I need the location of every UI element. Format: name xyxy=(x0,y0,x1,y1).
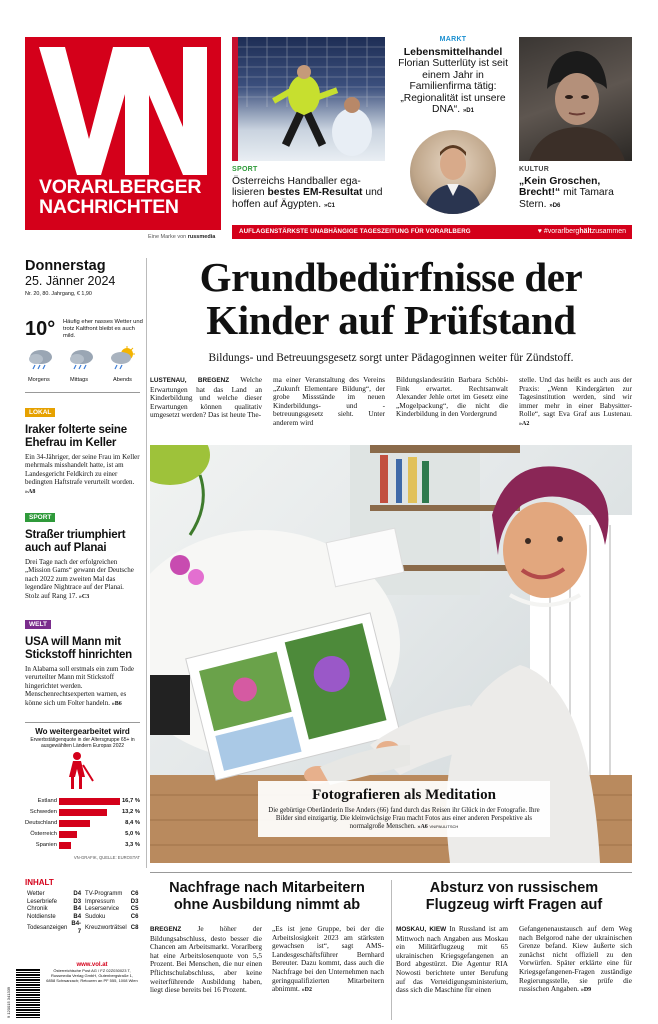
markt-ref[interactable]: »D1 xyxy=(462,108,474,115)
hashtag-pre: #vorarlberg xyxy=(543,227,580,235)
sport-kicker: SPORT xyxy=(232,166,258,173)
story2-col1-text: Je höher der Bildungsabschluss, desto besser die Chancen am Arbeitsmarkt. Vorarlberg hat eine Arbeitslosenquote von 5,5 Prozent. Bei Menschen, die nur einen Pflichtschulabschluss, aber keine weiterführende Ausbildung haben, liegt diese bereits bei 16 Prozent. xyxy=(150,924,262,995)
story2-col-1 xyxy=(150,925,262,995)
kultur-title: „Kein Groschen, Brecht!“ xyxy=(519,176,601,199)
toc-entry[interactable]: Impressum xyxy=(85,898,115,905)
sidebar-ref[interactable]: »C3 xyxy=(78,593,90,600)
banner-hashtag[interactable] xyxy=(538,228,626,235)
weather-slot-noon: Mittags xyxy=(70,377,89,383)
story3-col-1 xyxy=(396,925,508,995)
toc-entry[interactable]: Chronik xyxy=(27,906,48,913)
toc-row xyxy=(25,891,140,899)
chart-subtitle: Erwerbstätigenquote in der Altersgruppe 65+ in ausgewählten Ländern Europas 2022 xyxy=(30,737,135,749)
weather-temp: 10° xyxy=(25,318,56,340)
rain-cloud-icon xyxy=(68,348,98,370)
weather-text: Häufig eher nasses Wetter und trotz Kaltfront bleibt es auch mild. xyxy=(63,319,143,339)
chart-row xyxy=(25,820,140,828)
markt-teaser[interactable] xyxy=(394,36,512,118)
photo-caption-box xyxy=(258,781,550,837)
toc-title: INHALT xyxy=(25,878,54,887)
lead-dateline: LUSTENAU, BREGENZ xyxy=(150,377,230,384)
masthead-logo[interactable] xyxy=(25,37,221,230)
sidebar-headline: Iraker folterte seine Ehefrau im Keller xyxy=(25,424,127,449)
lead-col1-text: Welche Erwartungen hat das Land an Kinderbildung und welche dieser Erwartungen können qualitativ umgesetzt werden? Das ist heute The- xyxy=(150,375,263,420)
toc-entry[interactable]: Wetter xyxy=(27,891,45,897)
imprint-line3: 6858 Schwarzach; Retouren an PF 555, 1008 Wien xyxy=(46,978,138,983)
photo-credit: VN/PAULITSCH xyxy=(429,824,459,829)
toc-page[interactable]: B4 xyxy=(73,913,82,920)
banner-claim: AUFLAGENSTÄRKSTE UNABHÄNGIGE TAGESZEITUNG FÜR VORARLBERG xyxy=(239,228,471,235)
tag-lokal: LOKAL xyxy=(25,408,55,417)
kultur-text-wrap xyxy=(519,176,634,212)
lead-col-3: Bildungslandesrätin Barbara Schöbi-Fink erwartet. Rechtsanwalt Alexander Jehle ortet im Gesetz eine „Mogelpackung“, die nicht die Kinderbildung in den Vordergrund xyxy=(396,375,508,419)
story2-headline: Nachfrage nach Mitarbeitern ohne Ausbildung nimmt ab xyxy=(169,880,365,913)
chart-category-label: Österreich xyxy=(30,831,57,837)
kultur-ref[interactable]: »D6 xyxy=(549,202,561,209)
weather-slot-morning: Morgens xyxy=(28,377,50,383)
sidebar-text-wrap xyxy=(25,453,140,496)
kultur-text: mit Tamara Stern. xyxy=(519,187,614,210)
bottom-rule xyxy=(150,872,632,873)
chart-row xyxy=(25,798,140,806)
chart-value-label: 16,7 % xyxy=(121,798,140,804)
story-flugzeug[interactable] xyxy=(396,880,632,995)
story2-dateline: BREGENZ xyxy=(150,926,182,933)
toc-entry[interactable]: Sudoku xyxy=(85,913,106,920)
chart-row xyxy=(25,831,140,839)
toc-entry[interactable]: Leserservice xyxy=(85,906,120,913)
tag-welt: WELT xyxy=(25,620,51,629)
brand-note-text: Eine Marke von xyxy=(148,234,187,240)
sport-teaser-ref[interactable]: »C1 xyxy=(324,202,336,209)
sport-teaser[interactable] xyxy=(232,166,387,212)
story3-col2-text: Gefangenenaustausch auf dem Weg nach Belgorod nahe der ukrainischen Grenze befand. Kiew äußerte sich zunächst nicht offiziell zu den Vorwürfen. Später erklärte eine für Kriegsgefangenen-Fragen zuständige Regierungsstelle, sie prüfe die russischen Angaben. xyxy=(519,924,632,994)
story3-dateline: MOSKAU, KIEW xyxy=(396,926,447,933)
imprint-line2: Russmedia Verlag GmbH, Gutenbergstraße 1, xyxy=(50,973,134,978)
masthead-line1: VORARLBERGER xyxy=(39,176,202,198)
main-photo[interactable] xyxy=(150,445,632,863)
sidebar-text: In Alabama soll erstmals ein zum Tode verurteilter Mann mit Stickstoff hingerichtet werden. Menschenrechtsexperten warnen, es könne sich um Folter handeln. xyxy=(25,665,135,707)
story2-ref[interactable]: »D2 xyxy=(301,987,312,994)
sidebar-story-lokal[interactable] xyxy=(25,401,140,496)
photo-caption-text: Die gebürtige Oberländerin Ilse Anders (66) fand durch das Reisen ihr Glück in der Fotografie. Ihre Bilder sind einzigartig. Die kleinwüchsige Frau macht Fotos aus einer anderen Perspektive als normalgroße Menschen. xyxy=(268,807,540,830)
photo-caption-title: Fotografieren als Meditation xyxy=(312,787,496,803)
story3-col1-text: In Russland ist am Mittwoch nach Angaben aus Moskau ein Militärflugzeug mit 65 ukrainischen Kriegsgefangenen an Bord abgestürzt. Die Agentur RIA Nowosti berichtete unter Berufung auf das Verteidigungsministerium, dass sich die Maschine für einen xyxy=(396,924,508,995)
photo-caption-text-wrap xyxy=(266,807,542,831)
chart-row xyxy=(25,809,140,817)
chart-bar xyxy=(59,831,77,838)
tag-sport: SPORT xyxy=(25,513,55,522)
lead-col-4 xyxy=(519,376,632,429)
toc-entry[interactable]: Todesanzeigen xyxy=(27,925,68,932)
toc-page[interactable]: B4-7 xyxy=(71,921,82,935)
edition-text: Nr. 20, 80. Jahrgang, € 1,90 xyxy=(25,291,92,297)
markt-text-wrap xyxy=(394,58,512,118)
weather-slot-evening: Abends xyxy=(113,377,132,383)
sun-rain-cloud-icon xyxy=(109,346,139,370)
toc-entry[interactable]: TV-Programm xyxy=(85,891,123,897)
story-mitarbeiter[interactable] xyxy=(150,880,384,995)
sidebar-headline: USA will Mann mit Stickstoff hinrichten xyxy=(25,636,132,661)
toc-row xyxy=(25,906,140,914)
chart-block xyxy=(25,722,140,863)
markt-portrait[interactable] xyxy=(410,130,496,214)
toc-page[interactable]: B4 xyxy=(73,906,82,913)
toc-page[interactable]: C6 xyxy=(130,913,139,920)
masthead-name xyxy=(39,177,201,217)
chart-title: Wo weitergearbeitet wird xyxy=(35,727,130,736)
chart-bar xyxy=(59,798,120,805)
sidebar-text-wrap xyxy=(25,665,140,708)
portrait-person-icon xyxy=(410,130,496,214)
imprint-url[interactable]: www.vol.at xyxy=(76,962,108,968)
chart-bar xyxy=(59,842,71,849)
toc-page[interactable]: C8 xyxy=(130,925,139,932)
elderly-worker-icon xyxy=(59,751,105,791)
chart-row xyxy=(25,842,140,850)
masthead-line2: NACHRICHTEN xyxy=(39,196,179,218)
handball-goal-icon xyxy=(232,37,385,161)
lead-headline-line1: Grundbedürfnisse der xyxy=(199,254,583,300)
sidebar-headline: Straßer triumphiert auch auf Planai xyxy=(25,529,126,554)
barcode xyxy=(16,968,40,1018)
chart-bar xyxy=(59,809,107,816)
lead-headline[interactable] xyxy=(150,256,632,342)
sport-teaser-post: und hoffen auf Ägypten. xyxy=(232,187,383,210)
bottom-column-divider xyxy=(391,880,392,1020)
toc-block xyxy=(25,878,140,937)
toc-entry[interactable]: Leserbriefe xyxy=(27,898,58,905)
markt-title: Lebensmittelhandel xyxy=(403,46,503,58)
markt-text: Florian Sutterlüty ist seit einem Jahr in Familienfirma tätig: „Regionalität ist unsere DNA“. xyxy=(398,58,508,116)
chart-category-label: Estland xyxy=(37,798,57,804)
sidebar-text: Drei Tage nach der erfolgreichen „Mission Gams“ gewann der Deutsche nach 2022 zum zweiten Mal das legendäre Nightrace auf der Planai. Stolz auf Rang 17. xyxy=(25,558,134,600)
toc-row xyxy=(25,899,140,907)
claim-banner xyxy=(232,225,632,239)
story2-col-2 xyxy=(272,925,384,995)
story3-col-2 xyxy=(519,925,632,995)
toc-page[interactable]: D4 xyxy=(73,891,82,897)
photo-caption-ref[interactable]: »A6 xyxy=(417,824,428,830)
chart-category-label: Spanien xyxy=(35,842,57,848)
kultur-teaser[interactable] xyxy=(519,166,634,212)
lead-headline-line2: Kinder auf Prüfstand xyxy=(206,297,576,343)
rain-cloud-icon xyxy=(27,348,57,370)
date-block xyxy=(25,258,140,297)
hashtag-mid: hält xyxy=(579,227,592,235)
sidebar-ref[interactable]: »B6 xyxy=(111,700,122,707)
date-text: 25. Jänner 2024 xyxy=(25,274,116,288)
chart-value-label: 13,2 % xyxy=(121,809,140,815)
sport-photo[interactable] xyxy=(232,37,385,161)
toc-entry[interactable]: Kreuzworträtsel xyxy=(85,925,127,932)
toc-page[interactable]: C5 xyxy=(130,906,139,913)
sidebar-story-sport[interactable] xyxy=(25,506,140,601)
kultur-photo[interactable] xyxy=(519,37,632,161)
chart-value-label: 3,3 % xyxy=(125,842,140,848)
toc-row xyxy=(25,914,140,922)
sidebar-text: Ein 34-Jähriger, der seine Frau im Keller mehrmals misshandelt hatte, ist am Landesgericht Feldkirch zu einer bedingten Haftstrafe verurteilt worden. xyxy=(25,453,140,487)
chart-category-label: Schweden xyxy=(29,809,57,815)
sport-teaser-text xyxy=(232,176,387,212)
actress-icon xyxy=(519,37,632,161)
markt-kicker: MARKT xyxy=(439,36,467,43)
lead-ref[interactable]: »A2 xyxy=(519,420,530,427)
toc-page[interactable]: C6 xyxy=(130,891,139,897)
barcode-digits: 9 120015 341339 xyxy=(6,986,11,1018)
toc-page[interactable]: D3 xyxy=(130,898,139,905)
sidebar-divider xyxy=(25,392,140,393)
sport-teaser-bold: bestes EM-Resultat xyxy=(267,187,363,199)
story2-col2-text: „Es ist jene Gruppe, bei der die Arbeitslosigkeit 2023 am stärksten gewachsen ist“, sagt AMS-Landesgeschäftsführer Bernhard Bereuter. Dazu kommt, dass auch die Nachfrage bei den Unternehmen nach geringqualifizierten Mitarbeitern abnimmt. xyxy=(272,924,384,994)
imprint-line1: Österreichische Post AG / FZ 02Z030023 T, xyxy=(53,968,131,973)
chart-category-label: Deutschland xyxy=(25,820,58,826)
lead-col-2: ma einer Veranstaltung des Vereins „Zukunft Elementare Bildung“, der grobe Missstände im neuen Kinderbildungs- und -betreuungsgesetz sieht. Unter anderem wird xyxy=(273,375,385,427)
toc-row xyxy=(25,921,140,936)
imprint xyxy=(44,963,140,983)
chart-source: VN-GRAFIK, QUELLE: EUROSTAT xyxy=(73,855,140,860)
heart-icon: ♥ xyxy=(537,227,542,235)
story3-ref[interactable]: »D9 xyxy=(580,987,592,994)
lead-col4-text: stelle. Und das heißt es auch aus der Praxis: „Wenn Kindergärten zur Tagesinstitution werden, sind wir immer mehr in einer Babysitter-Rolle“, sagt Eva Graf aus Lustenau. xyxy=(519,375,632,419)
brand-name: russmedia xyxy=(187,234,216,240)
toc-table xyxy=(25,891,140,937)
column-divider xyxy=(146,258,147,868)
brand-note xyxy=(148,234,215,240)
sidebar-text-wrap xyxy=(25,558,140,601)
hashtag-post: zusammen xyxy=(591,227,626,235)
chart-rows xyxy=(25,798,140,854)
lead-subhead: Bildungs- und Betreuungsgesetz sorgt unter Pädagoginnen weiter für Zündstoff. xyxy=(208,352,574,364)
toc-entry[interactable]: Notdienste xyxy=(27,913,56,920)
sport-teaser-pre: Österreichs Handballer ega-lisieren xyxy=(232,176,361,199)
sidebar-story-welt[interactable] xyxy=(25,613,140,708)
vn-logo-mark xyxy=(39,47,207,175)
kultur-kicker: KULTUR xyxy=(519,166,550,173)
weekday: Donnerstag xyxy=(25,258,106,274)
toc-page[interactable]: D3 xyxy=(73,898,82,905)
chart-bar xyxy=(59,820,90,827)
story3-headline: Absturz von russischem Flugzeug wirft Fragen auf xyxy=(425,880,603,913)
lead-col-1 xyxy=(150,376,262,420)
chart-value-label: 5,0 % xyxy=(125,831,140,837)
sidebar-ref[interactable]: »A8 xyxy=(25,488,36,495)
chart-value-label: 8,4 % xyxy=(125,820,140,826)
